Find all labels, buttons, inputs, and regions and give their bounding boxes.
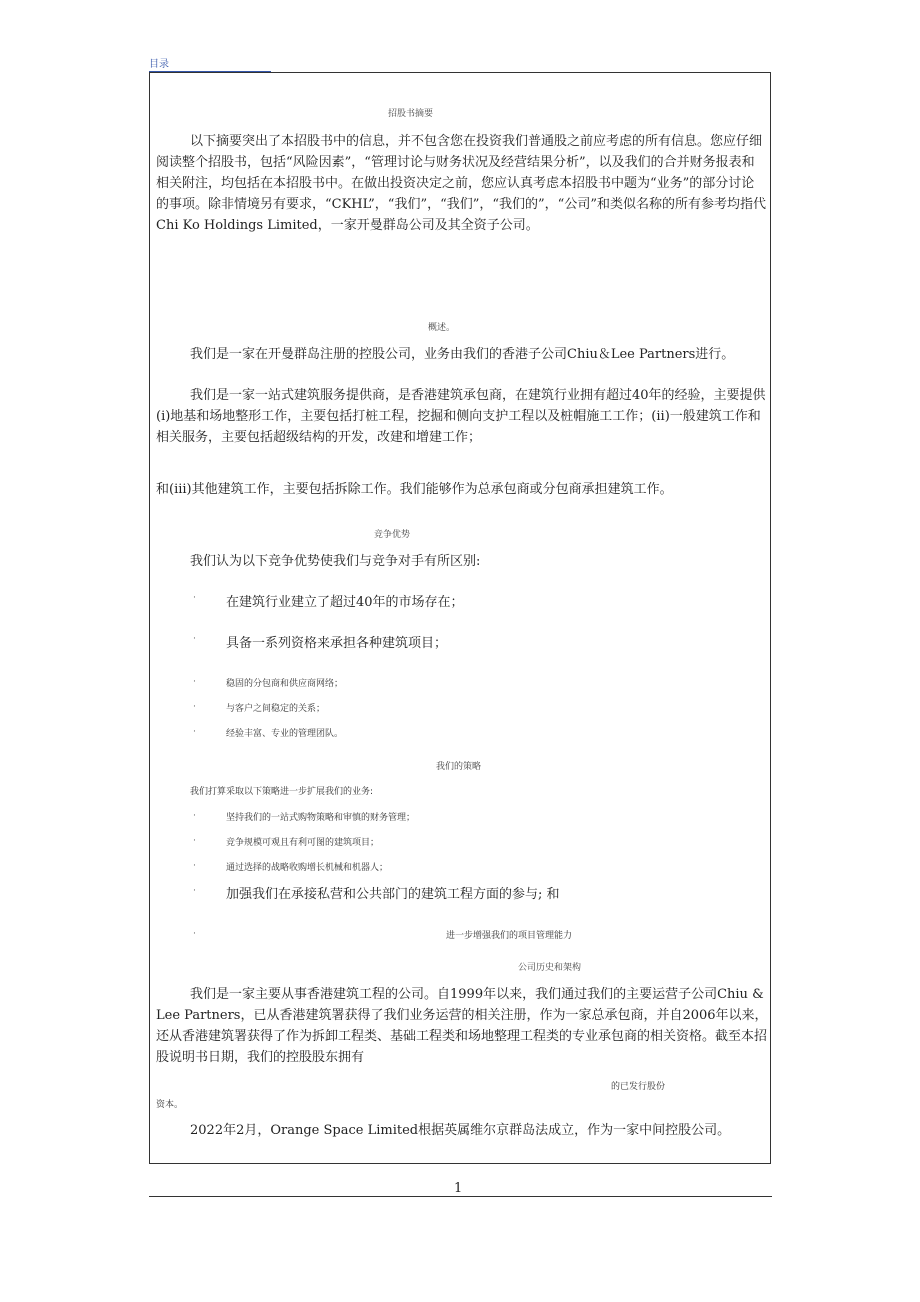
bullet-icon: · bbox=[193, 811, 196, 821]
history-paragraph-1: 我们是一家主要从事香港建筑工程的公司。自1999年以来，我们通过我们的主要运营子公司Chiu & Lee Partners，已从香港建筑署获得了我们业务运营的相关注册，作为一家总承包商，并自2006年以来，还从香港建筑署获得了作为拆卸工程类、基础工程类和场地整理工程类的专业承包商的相关资格。截至本招股说明书日期，我们的控股股东拥有 bbox=[156, 987, 768, 1065]
history-paragraph-2: 2022年2月，Orange Space Limited根据英属维尔京群岛法成立，作为一家中间控股公司。 bbox=[190, 1123, 731, 1138]
overview-paragraph-3: 和(iii)其他建筑工作，主要包括拆除工作。我们能够作为总承包商或分包商承担建筑工作。 bbox=[156, 482, 673, 497]
summary-intro: 以下摘要突出了本招股书中的信息，并不包含您在投资我们普通股之前应考虑的所有信息。您应仔细阅读整个招股书，包括“风险因素”，“管理讨论与财务状况及经营结果分析”，以及我们的合并财务报表和相关附注，均包括在本招股书中。在做出投资决定之前，您应认真考虑本招股书中题为“业务”的部分讨论的事项。除非情境另有要求，“CKHL”，“我们”，“我们”，“我们的”，“公司”和类似名称的所有参考均指代Chi Ko Holdings Limited，一家开曼群岛公司及其全资子公司。 bbox=[156, 134, 766, 233]
strength-item: 具备一系列资格来承担各种建筑项目； bbox=[226, 636, 448, 651]
bullet-icon: · bbox=[193, 836, 196, 846]
document-frame bbox=[149, 72, 771, 1164]
overview-paragraph-1: 我们是一家在开曼群岛注册的控股公司，业务由我们的香港子公司Chiu＆Lee Partners进行。 bbox=[190, 347, 735, 362]
strength-item: 稳固的分包商和供应商网络； bbox=[226, 679, 344, 689]
bullet-icon: · bbox=[193, 677, 196, 687]
strategy-item: 通过选择的战略收购增长机械和机器人； bbox=[226, 863, 389, 873]
bullet-icon: · bbox=[193, 727, 196, 737]
page-number: 1 bbox=[454, 1181, 463, 1196]
bullet-icon: · bbox=[193, 593, 196, 603]
strategy-item: 进一步增强我们的项目管理能力 bbox=[446, 931, 573, 941]
strengths-heading: 竞争优势 bbox=[374, 530, 411, 540]
toc-link[interactable]: 目录 bbox=[149, 58, 271, 72]
strength-item: 经验丰富、专业的管理团队。 bbox=[226, 729, 344, 739]
history-heading: 公司历史和架构 bbox=[518, 963, 582, 973]
strength-item: 与客户之间稳定的关系； bbox=[226, 704, 326, 714]
history-fragment-1: 的已发行股份 bbox=[611, 1082, 666, 1092]
strategy-intro: 我们打算采取以下策略进一步扩展我们的业务: bbox=[190, 787, 374, 797]
strategy-item: 加强我们在承接私营和公共部门的建筑工程方面的参与; 和 bbox=[226, 887, 560, 902]
strategy-item: 竞争规模可观且有利可图的建筑项目； bbox=[226, 838, 380, 848]
strength-item: 在建筑行业建立了超过40年的市场存在； bbox=[226, 595, 464, 610]
overview-heading: 概述。 bbox=[428, 323, 456, 333]
strengths-intro: 我们认为以下竞争优势使我们与竞争对手有所区别: bbox=[190, 554, 481, 569]
bullet-icon: · bbox=[193, 886, 196, 896]
bullet-icon: · bbox=[193, 861, 196, 871]
footer-divider bbox=[149, 1196, 772, 1197]
history-fragment-2: 资本。 bbox=[156, 1100, 184, 1110]
strategy-heading: 我们的策略 bbox=[436, 762, 482, 772]
summary-heading: 招股书摘要 bbox=[388, 109, 434, 119]
bullet-icon: · bbox=[193, 929, 196, 939]
bullet-icon: · bbox=[193, 634, 196, 644]
strategy-item: 坚持我们的一站式购物策略和审慎的财务管理； bbox=[226, 813, 416, 823]
bullet-icon: · bbox=[193, 702, 196, 712]
overview-paragraph-2: 我们是一家一站式建筑服务提供商，是香港建筑承包商，在建筑行业拥有超过40年的经验，主要提供(i)地基和场地整形工作，主要包括打桩工程，挖掘和侧向支护工程以及桩帽施工工作；(ii)一般建筑工作和相关服务，主要包括超级结构的开发，改建和增建工作； bbox=[156, 388, 766, 445]
